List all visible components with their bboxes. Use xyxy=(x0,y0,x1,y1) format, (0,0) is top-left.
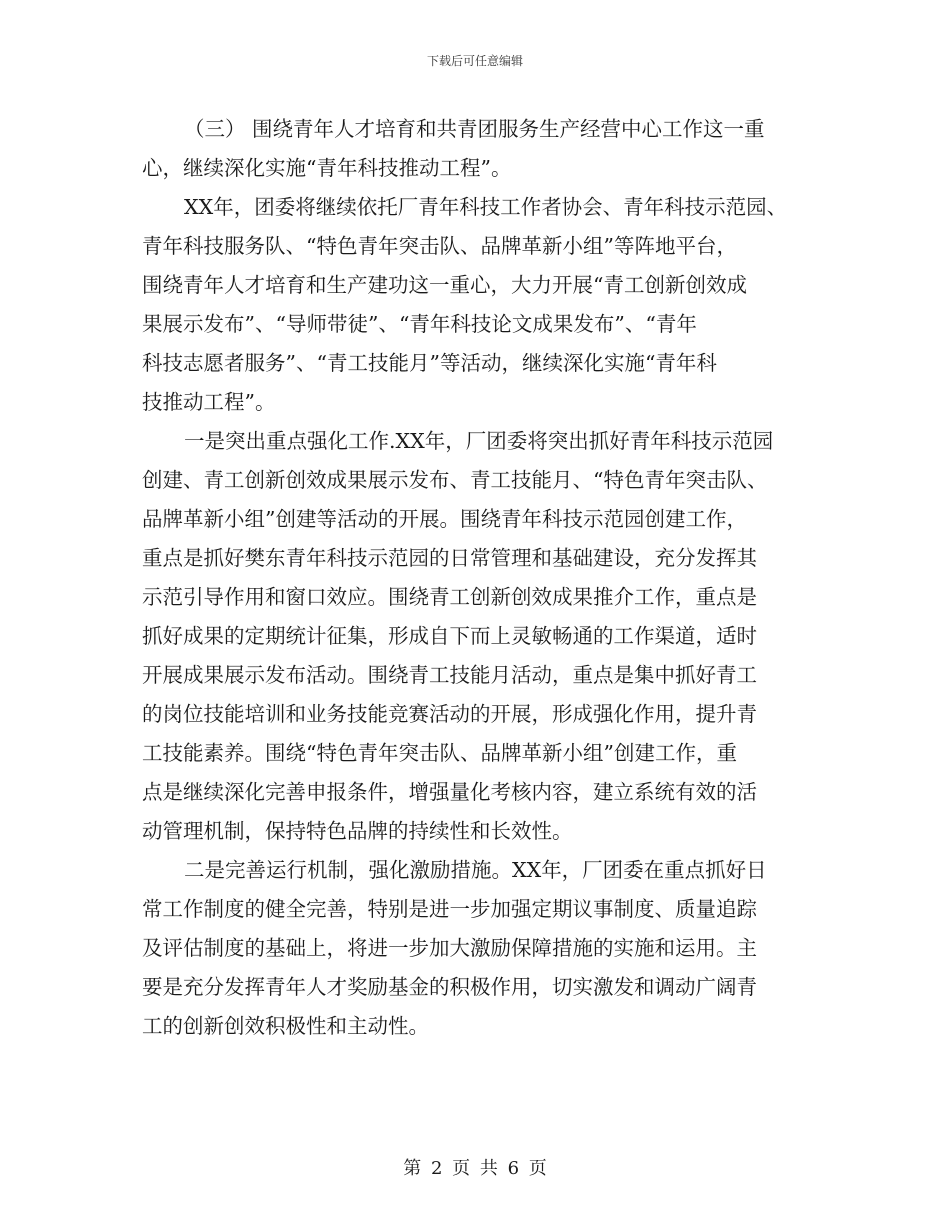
text-line: 点是继续深化完善申报条件，增强量化考核内容，建立系统有效的活 xyxy=(142,780,757,804)
text-line: 科技志愿者服务”、“青工技能月”等活动，继续深化实施“青年科 xyxy=(142,351,717,375)
text-line: 二是完善运行机制，强化激励措施。XX年，厂团委在重点抓好日 xyxy=(184,858,767,882)
text-line: 的岗位技能培训和业务技能竞赛活动的开展，形成强化作用，提升青 xyxy=(142,702,757,726)
text-line: 果展示发布”、“导师带徒”、“青年科技论文成果发布”、“青年 xyxy=(142,312,697,336)
text-line: 抓好成果的定期统计征集，形成自下而上灵敏畅通的工作渠道，适时 xyxy=(142,624,757,648)
text-line: XX年，团委将继续依托厂青年科技工作者协会、青年科技示范园、 xyxy=(184,195,788,219)
text-line: 创建、青工创新创效成果展示发布、青工技能月、“特色青年突击队、 xyxy=(142,468,768,492)
page-header: 下载后可任意编辑 xyxy=(426,54,523,68)
text-line: 围绕青年人才培育和生产建功这一重心，大力开展“青工创新创效成 xyxy=(142,273,747,297)
text-line: （三） 围绕青年人才培育和共青团服务生产经营中心工作这一重 xyxy=(184,117,765,141)
page-number: 第 2 页 共 6 页 xyxy=(403,1158,547,1179)
text-line: 动管理机制，保持特色品牌的持续性和长效性。 xyxy=(142,819,573,843)
text-line: 青年科技服务队、“特色青年突击队、品牌革新小组”等阵地平台， xyxy=(142,234,737,258)
text-line: 要是充分发挥青年人才奖励基金的积极作用，切实激发和调动广阔青 xyxy=(142,975,757,999)
text-line: 技推动工程”。 xyxy=(142,390,276,414)
text-line: 品牌革新小组”创建等活动的开展。围绕青年科技示范园创建工作， xyxy=(142,507,747,531)
document-body xyxy=(142,110,822,1046)
text-line: 重点是抓好樊东青年科技示范园的日常管理和基础建设，充分发挥其 xyxy=(142,546,757,570)
text-line: 工技能素养。围绕“特色青年突击队、品牌革新小组”创建工作，重 xyxy=(142,741,737,765)
text-line: 示范引导作用和窗口效应。围绕青工创新创效成果推介工作，重点是 xyxy=(142,585,757,609)
text-line: 心，继续深化实施“青年科技推动工程”。 xyxy=(142,156,512,180)
text-line: 工的创新创效积极性和主动性。 xyxy=(142,1014,429,1038)
text-line: 常工作制度的健全完善，特别是进一步加强定期议事制度、质量追踪 xyxy=(142,897,757,921)
text-line: 及评估制度的基础上，将进一步加大激励保障措施的实施和运用。主 xyxy=(142,936,757,960)
text-line: 开展成果展示发布活动。围绕青工技能月活动，重点是集中抓好青工 xyxy=(142,663,757,687)
text-line: 一是突出重点强化工作.XX年，厂团委将突出抓好青年科技示范园 xyxy=(184,429,774,453)
